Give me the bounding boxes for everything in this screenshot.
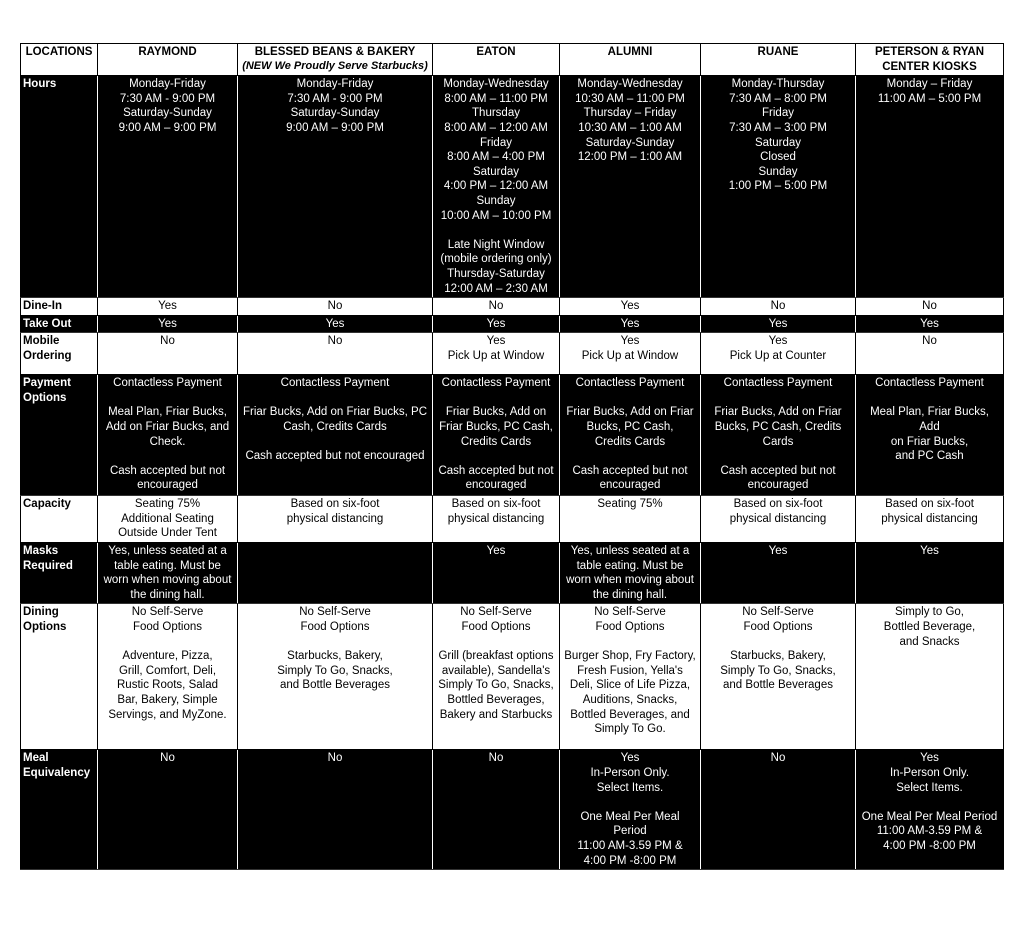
row-take-out bbox=[21, 315, 1004, 333]
meal-equiv-raymond: No bbox=[98, 750, 238, 870]
meal-equiv-peterson-ryan: Yes In-Person Only. Select Items. One Meal Per Meal Period 11:00 AM-3.59 PM & 4:00 PM -8:00 PM bbox=[856, 750, 1004, 870]
masks-peterson-ryan: Yes bbox=[856, 543, 1004, 604]
take-out-ruane: Yes bbox=[701, 315, 856, 333]
dining-peterson-ryan: Simply to Go, Bottled Beverage, and Snacks bbox=[856, 604, 1004, 750]
payment-blessed-beans: Contactless Payment Friar Bucks, Add on Friar Bucks, PC Cash, Credits Cards Cash accepted but not encouraged bbox=[238, 375, 433, 496]
row-label-dine-in: Dine-In bbox=[21, 298, 98, 316]
capacity-eaton: Based on six-foot physical distancing bbox=[433, 496, 560, 543]
header-ruane-name: RUANE bbox=[757, 46, 799, 58]
header-eaton bbox=[433, 44, 560, 76]
dine-in-peterson-ryan: No bbox=[856, 298, 1004, 316]
row-dine-in bbox=[21, 298, 1004, 316]
header-peterson-ryan-name: PETERSON & RYAN CENTER KIOSKS bbox=[874, 46, 985, 73]
meal-equiv-eaton: No bbox=[433, 750, 560, 870]
payment-ruane: Contactless Payment Friar Bucks, Add on Friar Bucks, PC Cash, Credits Cards Cash accepted but not encouraged bbox=[701, 375, 856, 496]
payment-eaton: Contactless Payment Friar Bucks, Add on Friar Bucks, PC Cash, Credits Cards Cash accepted but not encouraged bbox=[433, 375, 560, 496]
header-blessed-beans-note: (NEW We Proudly Serve Starbucks) bbox=[242, 59, 428, 72]
payment-raymond: Contactless Payment Meal Plan, Friar Bucks, Add on Friar Bucks, and Check. Cash accepted but not encouraged bbox=[98, 375, 238, 496]
capacity-peterson-ryan: Based on six-foot physical distancing bbox=[856, 496, 1004, 543]
dining-blessed-beans: No Self-Serve Food Options Starbucks, Bakery, Simply To Go, Snacks, and Bottle Beverages bbox=[238, 604, 433, 750]
hours-alumni: Monday-Wednesday 10:30 AM – 11:00 PM Thursday – Friday 10:30 AM – 1:00 AM Saturday-Sunday 12:00 PM – 1:00 AM bbox=[560, 76, 701, 298]
header-raymond-name: RAYMOND bbox=[138, 46, 197, 58]
row-mobile-ordering bbox=[21, 333, 1004, 375]
mobile-ordering-blessed-beans: No bbox=[238, 333, 433, 375]
take-out-raymond: Yes bbox=[98, 315, 238, 333]
row-label-dining-options: Dining Options bbox=[21, 604, 98, 750]
capacity-ruane: Based on six-foot physical distancing bbox=[701, 496, 856, 543]
take-out-eaton: Yes bbox=[433, 315, 560, 333]
row-hours bbox=[21, 76, 1004, 298]
masks-alumni: Yes, unless seated at a table eating. Must be worn when moving about the dining hall. bbox=[560, 543, 701, 604]
payment-peterson-ryan: Contactless Payment Meal Plan, Friar Bucks, Add on Friar Bucks, and PC Cash bbox=[856, 375, 1004, 496]
payment-alumni: Contactless Payment Friar Bucks, Add on Friar Bucks, PC Cash, Credits Cards Cash accepted but not encouraged bbox=[560, 375, 701, 496]
masks-raymond: Yes, unless seated at a table eating. Must be worn when moving about the dining hall. bbox=[98, 543, 238, 604]
masks-eaton: Yes bbox=[433, 543, 560, 604]
mobile-ordering-alumni: Yes Pick Up at Window bbox=[560, 333, 701, 375]
hours-raymond: Monday-Friday 7:30 AM - 9:00 PM Saturday-Sunday 9:00 AM – 9:00 PM bbox=[98, 76, 238, 298]
row-label-masks-required: Masks Required bbox=[21, 543, 98, 604]
dine-in-ruane: No bbox=[701, 298, 856, 316]
hours-eaton: Monday-Wednesday 8:00 AM – 11:00 PM Thursday 8:00 AM – 12:00 AM Friday 8:00 AM – 4:00 PM Saturday 4:00 PM – 12:00 AM Sunday 10:00 AM – 10:00 PM Late Night Window (mobile ordering only) Thursday-Saturday 12:00 AM – 2:30 AM bbox=[433, 76, 560, 298]
mobile-ordering-eaton: Yes Pick Up at Window bbox=[433, 333, 560, 375]
take-out-peterson-ryan: Yes bbox=[856, 315, 1004, 333]
capacity-alumni: Seating 75% bbox=[560, 496, 701, 543]
row-label-capacity: Capacity bbox=[21, 496, 98, 543]
dine-in-alumni: Yes bbox=[560, 298, 701, 316]
row-dining-options bbox=[21, 604, 1004, 750]
masks-blessed-beans bbox=[238, 543, 433, 604]
row-label-payment-options: Payment Options bbox=[21, 375, 98, 496]
dine-in-raymond: Yes bbox=[98, 298, 238, 316]
hours-ruane: Monday-Thursday 7:30 AM – 8:00 PM Friday 7:30 AM – 3:00 PM Saturday Closed Sunday 1:00 PM – 5:00 PM bbox=[701, 76, 856, 298]
take-out-blessed-beans: Yes bbox=[238, 315, 433, 333]
header-row bbox=[21, 44, 1004, 76]
mobile-ordering-peterson-ryan: No bbox=[856, 333, 1004, 375]
mobile-ordering-raymond: No bbox=[98, 333, 238, 375]
dining-raymond: No Self-Serve Food Options Adventure, Pizza, Grill, Comfort, Deli, Rustic Roots, Salad Bar, Bakery, Simple Servings, and MyZone. bbox=[98, 604, 238, 750]
row-meal-equivalency bbox=[21, 750, 1004, 870]
header-blessed-beans-name: BLESSED BEANS & BAKERY bbox=[254, 46, 416, 58]
take-out-alumni: Yes bbox=[560, 315, 701, 333]
header-corner-locations: LOCATIONS bbox=[21, 44, 98, 76]
row-masks-required bbox=[21, 543, 1004, 604]
mobile-ordering-ruane: Yes Pick Up at Counter bbox=[701, 333, 856, 375]
row-label-meal-equivalency: Meal Equivalency bbox=[21, 750, 98, 870]
capacity-blessed-beans: Based on six-foot physical distancing bbox=[238, 496, 433, 543]
row-capacity bbox=[21, 496, 1004, 543]
hours-blessed-beans: Monday-Friday 7:30 AM - 9:00 PM Saturday-Sunday 9:00 AM – 9:00 PM bbox=[238, 76, 433, 298]
row-label-take-out: Take Out bbox=[21, 315, 98, 333]
row-label-hours: Hours bbox=[21, 76, 98, 298]
dining-locations-table bbox=[20, 43, 1004, 870]
header-blessed-beans bbox=[238, 44, 433, 76]
capacity-raymond: Seating 75% Additional Seating Outside Under Tent bbox=[98, 496, 238, 543]
header-raymond bbox=[98, 44, 238, 76]
meal-equiv-blessed-beans: No bbox=[238, 750, 433, 870]
dining-ruane: No Self-Serve Food Options Starbucks, Bakery, Simply To Go, Snacks, and Bottle Beverages bbox=[701, 604, 856, 750]
meal-equiv-alumni: Yes In-Person Only. Select Items. One Meal Per Meal Period 11:00 AM-3.59 PM & 4:00 PM -8:00 PM bbox=[560, 750, 701, 870]
dining-alumni: No Self-Serve Food Options Burger Shop, Fry Factory, Fresh Fusion, Yella's Deli, Slice of Life Pizza, Auditions, Snacks, Bottled Beverages, and Simply To Go. bbox=[560, 604, 701, 750]
row-label-mobile-ordering: Mobile Ordering bbox=[21, 333, 98, 375]
header-alumni-name: ALUMNI bbox=[607, 46, 653, 58]
dine-in-blessed-beans: No bbox=[238, 298, 433, 316]
header-alumni bbox=[560, 44, 701, 76]
dine-in-eaton: No bbox=[433, 298, 560, 316]
masks-ruane: Yes bbox=[701, 543, 856, 604]
row-payment-options bbox=[21, 375, 1004, 496]
hours-peterson-ryan: Monday – Friday 11:00 AM – 5:00 PM bbox=[856, 76, 1004, 298]
meal-equiv-ruane: No bbox=[701, 750, 856, 870]
header-eaton-name: EATON bbox=[476, 46, 516, 58]
dining-eaton: No Self-Serve Food Options Grill (breakfast options available), Sandella's Simply To Go, Snacks, Bottled Beverages, Bakery and Starbucks bbox=[433, 604, 560, 750]
header-peterson-ryan bbox=[856, 44, 1004, 76]
header-ruane bbox=[701, 44, 856, 76]
